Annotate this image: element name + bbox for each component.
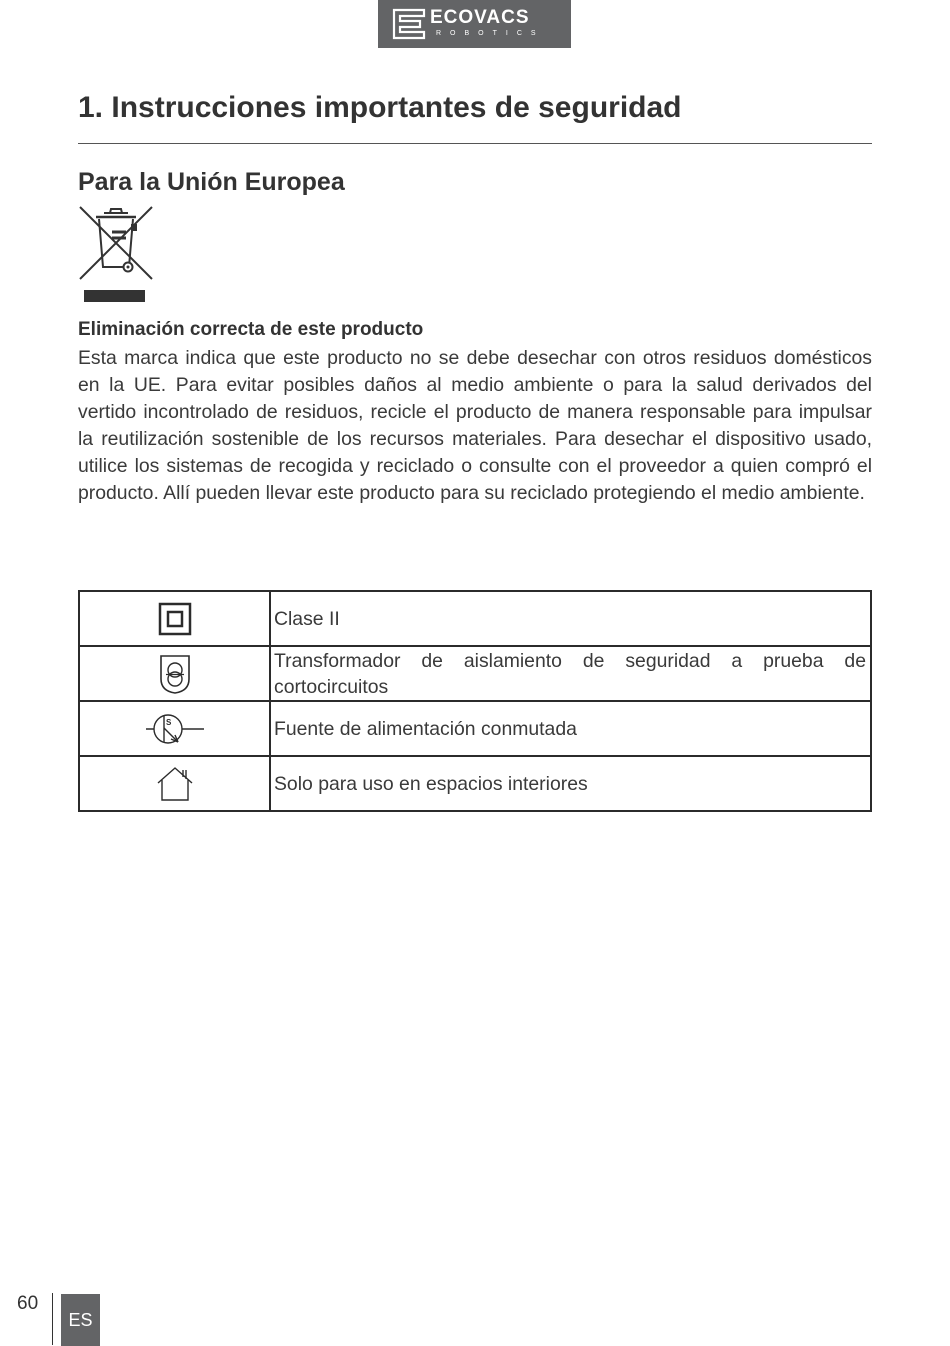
language-badge: ES [61, 1294, 100, 1346]
table-row [79, 756, 871, 811]
symbol-label: Clase II [270, 591, 871, 646]
symbol-cell [79, 591, 270, 646]
disposal-text: Esta marca indica que este producto no se debe desechar con otros residuos domésticos en la UE. Para evitar posibles daños al medio ambiente o para la salud derivados del vertido incontrolado de residuos, recicle el producto de manera responsable para impulsar la reutilización sostenible de los recursos materiales. Para desechar el dispositivo usado, utilice los sistemas de recogida y reciclado o consulte con el proveedor a quien compró el producto. Allí pueden llevar este producto para su reciclado protegiendo el medio ambiente. [78, 347, 872, 504]
page-number: 60 [17, 1293, 39, 1314]
svg-text:S: S [165, 717, 171, 727]
title-divider [78, 143, 872, 144]
class-ii-double-square-icon [158, 602, 192, 636]
symbol-cell [79, 646, 270, 701]
disposal-heading: Eliminación correcta de este producto [78, 319, 424, 340]
safety-isolating-transformer-icon [158, 653, 192, 695]
section-title: 1. Instrucciones importantes de seguridad [78, 91, 682, 124]
indoor-use-house-icon [156, 766, 194, 802]
switch-mode-power-supply-icon [144, 710, 206, 748]
logo-sub-text: ROBOTICS [436, 30, 545, 37]
symbol-cell [79, 756, 270, 811]
table-row [79, 701, 871, 756]
ecovacs-logo [378, 0, 571, 48]
footer-divider [52, 1293, 53, 1345]
symbols-table [78, 590, 872, 812]
ecovacs-e-mark-icon [392, 8, 426, 40]
section-subtitle: Para la Unión Europea [78, 168, 345, 196]
symbol-label: Transformador de aislamiento de seguridad a prueba de cortocircuitos [270, 646, 871, 701]
table-row [79, 646, 871, 701]
symbol-label: Fuente de alimentación conmutada [270, 701, 871, 756]
crossed-out-wheelie-bin-icon [78, 205, 156, 310]
logo-brand-text: ECOVACS [430, 7, 530, 28]
symbol-cell [79, 701, 270, 756]
symbol-label: Solo para uso en espacios interiores [270, 756, 871, 811]
table-row [79, 591, 871, 646]
